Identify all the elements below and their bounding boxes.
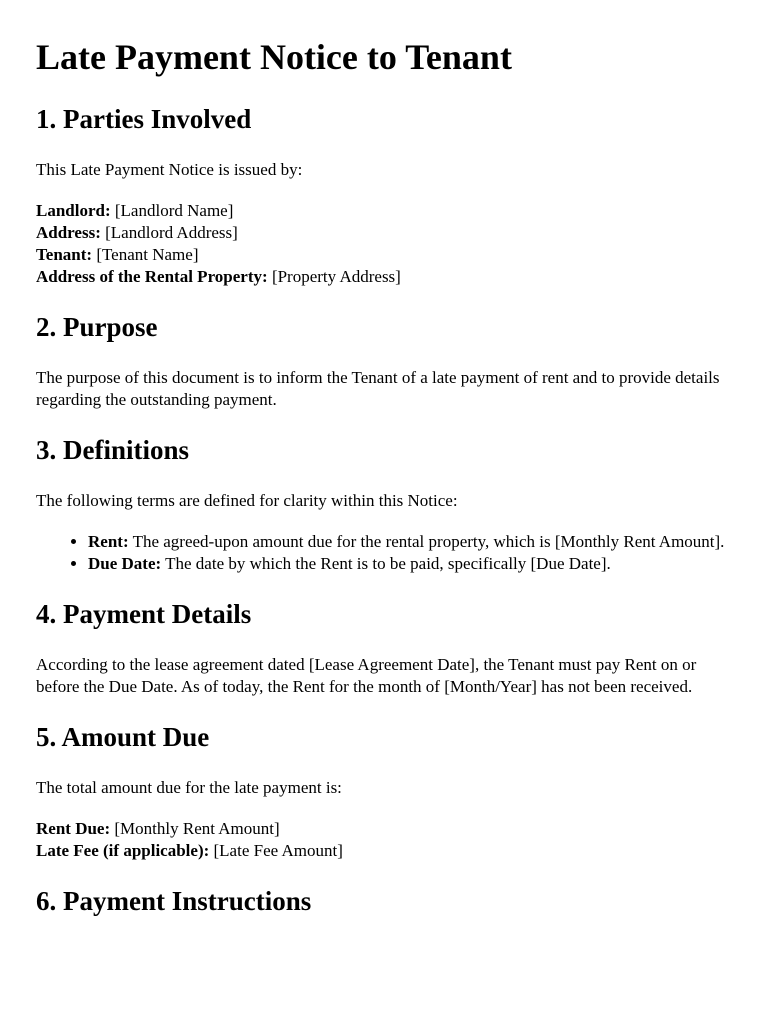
field-property-address (36, 266, 734, 288)
field-value: [Landlord Name] (114, 201, 234, 220)
definition-text: The date by which the Rent is to be paid, specifically [Due Date]. (165, 554, 611, 573)
field-landlord-address (36, 222, 734, 244)
section-heading-parties: 1. Parties Involved (36, 104, 252, 134)
section-heading-purpose: 2. Purpose (36, 312, 158, 342)
field-landlord (36, 200, 734, 222)
field-value: [Monthly Rent Amount] (114, 819, 280, 838)
document-title: Late Payment Notice to Tenant (36, 37, 512, 77)
field-late-fee (36, 840, 734, 862)
field-value: [Late Fee Amount] (213, 841, 343, 860)
parties-intro: This Late Payment Notice is issued by: (36, 160, 303, 179)
field-value: [Property Address] (271, 267, 401, 286)
section-heading-definitions: 3. Definitions (36, 435, 190, 465)
field-label: Rent Due: (36, 819, 111, 838)
definition-term: Rent: (88, 532, 129, 551)
definition-term: Due Date: (88, 554, 162, 573)
section-heading-payment-details: 4. Payment Details (36, 599, 252, 629)
parties-fields (36, 200, 734, 288)
definition-text: The agreed-upon amount due for the rental property, which is [Monthly Rent Amount]. (132, 532, 725, 551)
amount-due-intro: The total amount due for the late payment is: (36, 778, 342, 797)
field-label: Tenant: (36, 245, 93, 264)
definitions-list (36, 531, 734, 575)
section-heading-amount-due: 5. Amount Due (36, 722, 210, 752)
purpose-text: The purpose of this document is to inform the Tenant of a late payment of rent and to provide details regarding the outstanding payment. (36, 368, 720, 409)
field-label: Late Fee (if applicable): (36, 841, 210, 860)
field-label: Address: (36, 223, 101, 242)
payment-details-text: According to the lease agreement dated [Lease Agreement Date], the Tenant must pay Rent on or before the Due Date. As of today, the Rent for the month of [Month/Year] has not been received. (36, 655, 697, 696)
field-rent-due (36, 818, 734, 840)
field-label: Landlord: (36, 201, 111, 220)
field-value: [Tenant Name] (96, 245, 199, 264)
amount-due-fields (36, 818, 734, 862)
section-heading-payment-instructions: 6. Payment Instructions (36, 886, 312, 916)
field-value: [Landlord Address] (105, 223, 238, 242)
list-item (88, 531, 734, 553)
field-tenant (36, 244, 734, 266)
field-label: Address of the Rental Property: (36, 267, 268, 286)
definitions-intro: The following terms are defined for clarity within this Notice: (36, 491, 458, 510)
list-item (88, 553, 734, 575)
